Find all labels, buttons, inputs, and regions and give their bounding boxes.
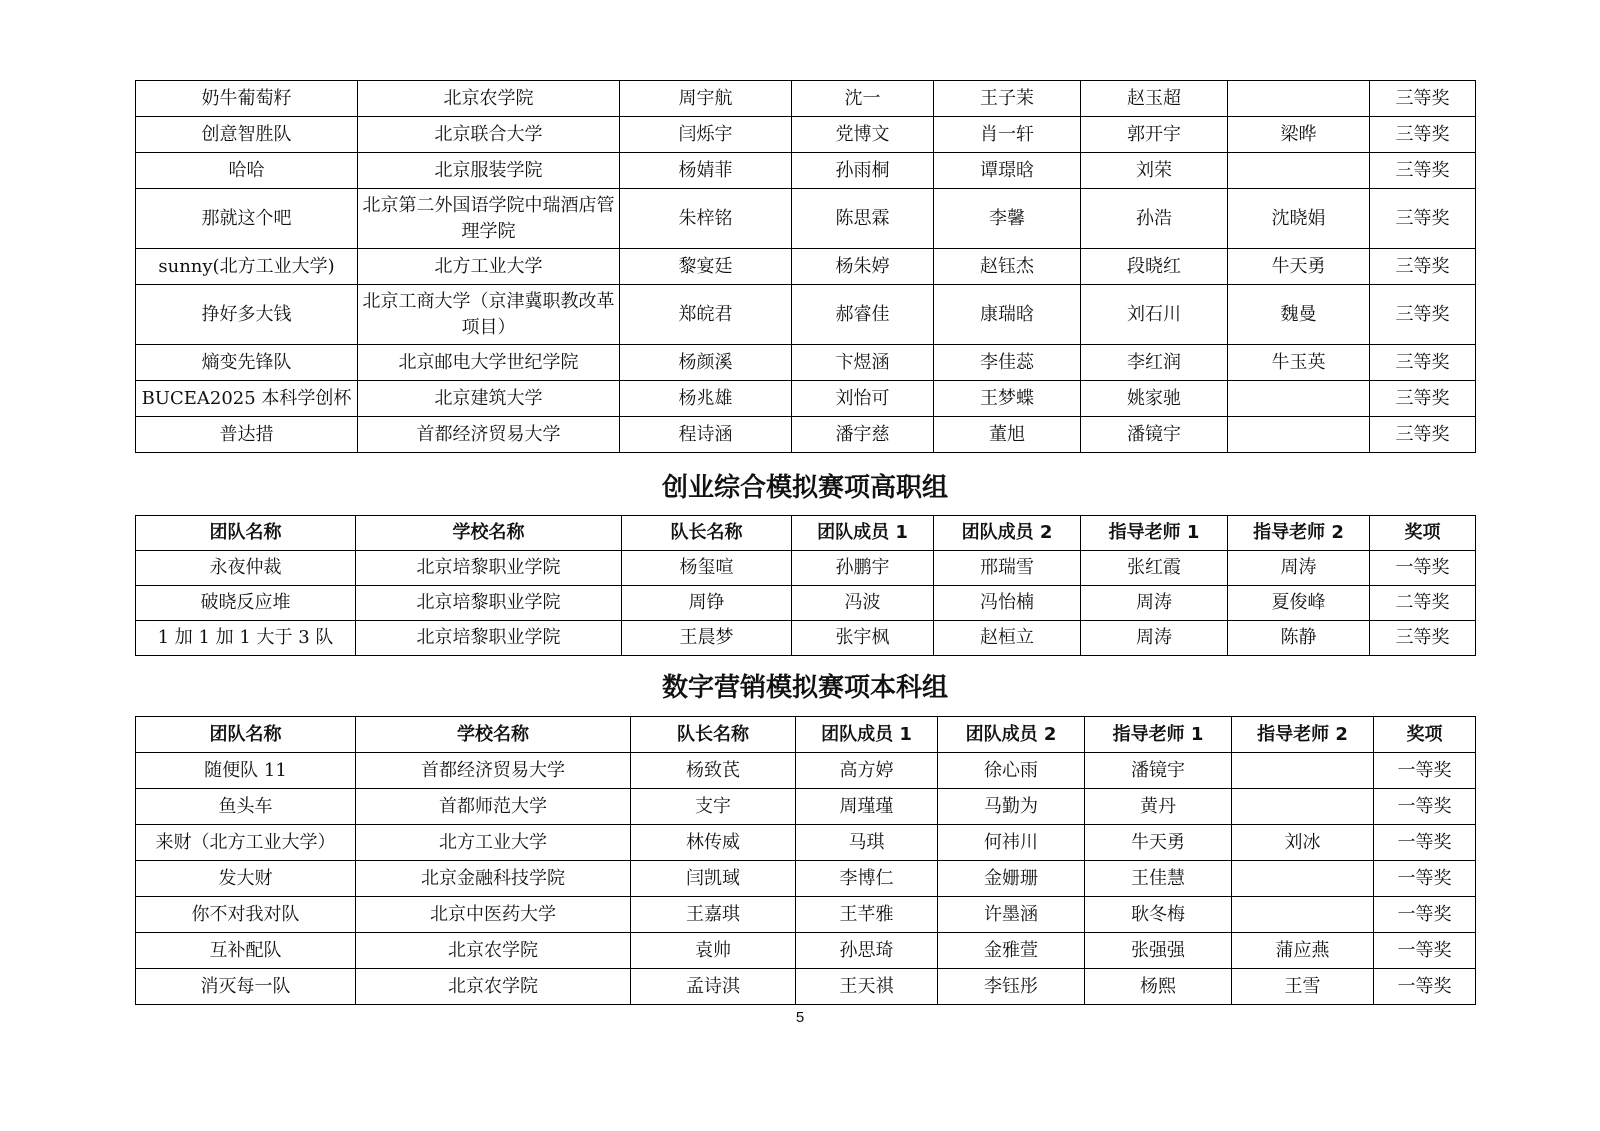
section-title-entrepreneurship-vocational: 创业综合模拟赛项高职组 [661,473,948,503]
header-member2: 团队成员 2 [934,516,1081,551]
member2-cell: 赵钰杰 [934,249,1081,285]
member2-cell: 李佳蕊 [934,345,1081,381]
advisor2-cell: 沈晓娟 [1228,189,1370,249]
member1-cell: 党博文 [792,117,934,153]
table-row [136,249,1476,285]
table-row [136,969,1476,1005]
advisor2-cell [1232,789,1374,825]
team-name-cell: 创意智胜队 [136,117,358,153]
captain-cell: 杨颜溪 [620,345,792,381]
team-name-cell: 1 加 1 加 1 大于 3 队 [136,621,356,656]
member1-cell: 沈一 [792,81,934,117]
advisor2-cell [1232,753,1374,789]
advisor1-cell: 潘镜宇 [1085,753,1232,789]
table-row [136,897,1476,933]
advisor2-cell: 蒲应燕 [1232,933,1374,969]
captain-cell: 周铮 [622,586,792,621]
captain-cell: 黎宴廷 [620,249,792,285]
header-team-name: 团队名称 [136,516,356,551]
table-row [136,345,1476,381]
advisor2-cell: 陈静 [1228,621,1370,656]
team-name-cell: 哈哈 [136,153,358,189]
header-member1: 团队成员 1 [792,516,934,551]
school-name-cell: 北京金融科技学院 [356,861,631,897]
header-team-name: 团队名称 [136,717,356,753]
school-name-cell: 北京服装学院 [358,153,620,189]
member1-cell: 孙雨桐 [792,153,934,189]
school-name-cell: 北京中医药大学 [356,897,631,933]
award-cell: 一等奖 [1374,753,1476,789]
award-cell: 三等奖 [1370,621,1476,656]
advisor2-cell [1232,861,1374,897]
school-name-cell: 北京农学院 [356,969,631,1005]
school-name-cell: 北方工业大学 [358,249,620,285]
team-name-cell: 熵变先锋队 [136,345,358,381]
team-name-cell: 发大财 [136,861,356,897]
school-name-cell: 北京第二外国语学院中瑞酒店管理学院 [358,189,620,249]
member2-cell: 王子茉 [934,81,1081,117]
advisor2-cell: 周涛 [1228,551,1370,586]
award-cell: 三等奖 [1370,117,1476,153]
award-cell: 三等奖 [1370,417,1476,453]
advisor2-cell: 梁晔 [1228,117,1370,153]
advisor1-cell: 刘石川 [1081,285,1228,345]
award-cell: 三等奖 [1370,285,1476,345]
school-name-cell: 首都师范大学 [356,789,631,825]
table-row [136,81,1476,117]
advisor1-cell: 姚家驰 [1081,381,1228,417]
header-award: 奖项 [1374,717,1476,753]
header-advisor1: 指导老师 1 [1085,717,1232,753]
team-name-cell: 奶牛葡萄籽 [136,81,358,117]
captain-cell: 孟诗淇 [631,969,796,1005]
award-cell: 一等奖 [1370,551,1476,586]
captain-cell: 杨玺喧 [622,551,792,586]
award-cell: 三等奖 [1370,81,1476,117]
member2-cell: 康瑞晗 [934,285,1081,345]
advisor2-cell: 夏俊峰 [1228,586,1370,621]
member2-cell: 李馨 [934,189,1081,249]
table-header-row [136,516,1476,551]
captain-cell: 郑皖君 [620,285,792,345]
page-number: 5 [795,1009,805,1026]
advisor1-cell: 赵玉超 [1081,81,1228,117]
header-school-name: 学校名称 [356,516,622,551]
member2-cell: 王梦蝶 [934,381,1081,417]
advisor2-cell [1228,81,1370,117]
award-cell: 二等奖 [1370,586,1476,621]
advisor1-cell: 郭开宇 [1081,117,1228,153]
team-name-cell: BUCEA2025 本科学创杯 [136,381,358,417]
team-name-cell: 你不对我对队 [136,897,356,933]
member1-cell: 张宇枫 [792,621,934,656]
table-row [136,789,1476,825]
member1-cell: 高方婷 [796,753,938,789]
member2-cell: 徐心雨 [938,753,1085,789]
school-name-cell: 首都经济贸易大学 [358,417,620,453]
member2-cell: 肖一轩 [934,117,1081,153]
table-row [136,117,1476,153]
member1-cell: 周瑾瑾 [796,789,938,825]
table-row [136,417,1476,453]
team-name-cell: 鱼头车 [136,789,356,825]
table-row [136,621,1476,656]
member1-cell: 郝睿佳 [792,285,934,345]
member1-cell: 冯波 [792,586,934,621]
advisor1-cell: 王佳慧 [1085,861,1232,897]
advisor1-cell: 周涛 [1081,621,1228,656]
team-name-cell: 普达措 [136,417,358,453]
advisor1-cell: 杨熙 [1085,969,1232,1005]
advisor1-cell: 张红霞 [1081,551,1228,586]
member1-cell: 孙思琦 [796,933,938,969]
team-name-cell: sunny(北方工业大学) [136,249,358,285]
results-table-digital-marketing-undergrad [135,716,1476,1005]
advisor1-cell: 牛天勇 [1085,825,1232,861]
table-row [136,861,1476,897]
table-row [136,153,1476,189]
table-row [136,381,1476,417]
captain-cell: 程诗涵 [620,417,792,453]
award-cell: 三等奖 [1370,345,1476,381]
member2-cell: 邢瑞雪 [934,551,1081,586]
team-name-cell: 那就这个吧 [136,189,358,249]
advisor2-cell [1228,153,1370,189]
advisor1-cell: 刘荣 [1081,153,1228,189]
header-advisor2: 指导老师 2 [1232,717,1374,753]
school-name-cell: 北京工商大学（京津冀职教改革项目） [358,285,620,345]
school-name-cell: 北京农学院 [358,81,620,117]
results-table-entrepreneurship-vocational [135,515,1476,656]
member2-cell: 谭璟晗 [934,153,1081,189]
captain-cell: 支宇 [631,789,796,825]
advisor1-cell: 潘镜宇 [1081,417,1228,453]
header-captain: 队长名称 [622,516,792,551]
table-row [136,825,1476,861]
advisor2-cell [1228,381,1370,417]
member1-cell: 杨朱婷 [792,249,934,285]
member1-cell: 王芊雅 [796,897,938,933]
advisor2-cell [1228,417,1370,453]
award-cell: 一等奖 [1374,933,1476,969]
table-header-row [136,717,1476,753]
school-name-cell: 北京建筑大学 [358,381,620,417]
header-captain: 队长名称 [631,717,796,753]
award-cell: 一等奖 [1374,897,1476,933]
school-name-cell: 北京培黎职业学院 [356,551,622,586]
school-name-cell: 北京培黎职业学院 [356,621,622,656]
advisor1-cell: 张强强 [1085,933,1232,969]
table-row [136,551,1476,586]
captain-cell: 王晨梦 [622,621,792,656]
captain-cell: 闫烁宇 [620,117,792,153]
member2-cell: 赵桓立 [934,621,1081,656]
team-name-cell: 互补配队 [136,933,356,969]
member1-cell: 李博仁 [796,861,938,897]
team-name-cell: 消灭每一队 [136,969,356,1005]
member1-cell: 孙鹏宇 [792,551,934,586]
team-name-cell: 来财（北方工业大学） [136,825,356,861]
school-name-cell: 北京联合大学 [358,117,620,153]
table-row [136,285,1476,345]
school-name-cell: 北京培黎职业学院 [356,586,622,621]
team-name-cell: 破晓反应堆 [136,586,356,621]
advisor1-cell: 孙浩 [1081,189,1228,249]
advisor1-cell: 黄丹 [1085,789,1232,825]
captain-cell: 林传威 [631,825,796,861]
award-cell: 一等奖 [1374,825,1476,861]
school-name-cell: 北方工业大学 [356,825,631,861]
header-member1: 团队成员 1 [796,717,938,753]
table-row [136,586,1476,621]
header-advisor2: 指导老师 2 [1228,516,1370,551]
member2-cell: 金姗珊 [938,861,1085,897]
captain-cell: 袁帅 [631,933,796,969]
advisor1-cell: 耿冬梅 [1085,897,1232,933]
header-award: 奖项 [1370,516,1476,551]
advisor1-cell: 段晓红 [1081,249,1228,285]
award-cell: 一等奖 [1374,789,1476,825]
captain-cell: 闫凯琙 [631,861,796,897]
member2-cell: 董旭 [934,417,1081,453]
school-name-cell: 首都经济贸易大学 [356,753,631,789]
team-name-cell: 挣好多大钱 [136,285,358,345]
member2-cell: 马勤为 [938,789,1085,825]
member1-cell: 刘怡可 [792,381,934,417]
team-name-cell: 随便队 11 [136,753,356,789]
advisor1-cell: 李红润 [1081,345,1228,381]
award-cell: 三等奖 [1370,381,1476,417]
section-title-digital-marketing-undergrad: 数字营销模拟赛项本科组 [661,673,948,703]
member2-cell: 冯怡楠 [934,586,1081,621]
advisor1-cell: 周涛 [1081,586,1228,621]
captain-cell: 杨婧菲 [620,153,792,189]
award-cell: 一等奖 [1374,969,1476,1005]
award-cell: 三等奖 [1370,249,1476,285]
member1-cell: 潘宇慈 [792,417,934,453]
table-row [136,933,1476,969]
header-advisor1: 指导老师 1 [1081,516,1228,551]
member1-cell: 陈思霖 [792,189,934,249]
advisor2-cell: 刘冰 [1232,825,1374,861]
advisor2-cell: 牛玉英 [1228,345,1370,381]
advisor2-cell: 牛天勇 [1228,249,1370,285]
member2-cell: 李钰彤 [938,969,1085,1005]
award-cell: 一等奖 [1374,861,1476,897]
school-name-cell: 北京农学院 [356,933,631,969]
header-member2: 团队成员 2 [938,717,1085,753]
award-cell: 三等奖 [1370,189,1476,249]
captain-cell: 王嘉琪 [631,897,796,933]
captain-cell: 周宇航 [620,81,792,117]
member2-cell: 何祎川 [938,825,1085,861]
captain-cell: 朱梓铭 [620,189,792,249]
team-name-cell: 永夜仲裁 [136,551,356,586]
advisor2-cell: 王雪 [1232,969,1374,1005]
member1-cell: 卞煜涵 [792,345,934,381]
captain-cell: 杨致芪 [631,753,796,789]
table-row [136,189,1476,249]
member1-cell: 王天祺 [796,969,938,1005]
member2-cell: 金雅萱 [938,933,1085,969]
results-table-continued [135,80,1476,453]
captain-cell: 杨兆雄 [620,381,792,417]
header-school-name: 学校名称 [356,717,631,753]
member1-cell: 马琪 [796,825,938,861]
advisor2-cell [1232,897,1374,933]
table-row [136,753,1476,789]
advisor2-cell: 魏曼 [1228,285,1370,345]
member2-cell: 许墨涵 [938,897,1085,933]
award-cell: 三等奖 [1370,153,1476,189]
school-name-cell: 北京邮电大学世纪学院 [358,345,620,381]
